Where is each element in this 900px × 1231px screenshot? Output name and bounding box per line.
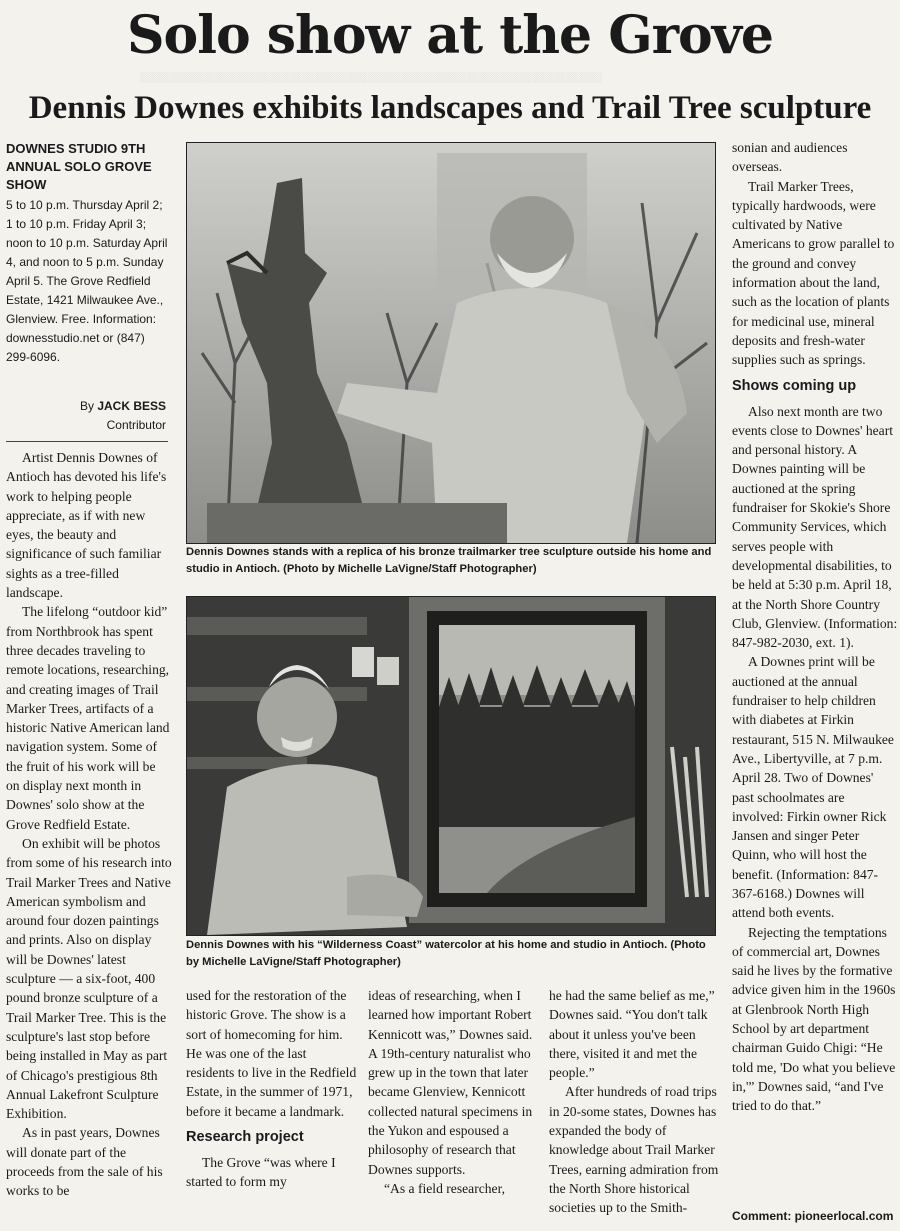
- deck-subheadline: Dennis Downes exhibits landscapes and Trail Tree sculpture: [28, 90, 872, 126]
- photo-sculpture-image: [187, 143, 715, 543]
- right-paragraph-4: A Downes print will be auctioned at the annual fundraiser to help children with diabetes at Firkin restaurant, 515 N. Milwaukee Ave., Libertyville, at 7 p.m. April 28. Two of Downes' past schoolmates are involved: Firkin owner Rick Jansen and singer Peter Quinn, who will host the benefit. (Information: 847-367-6168.) Downes will attend both events.: [732, 654, 894, 921]
- info-box-heading: DOWNES STUDIO 9TH ANNUAL SOLO GROVE SHOW: [6, 141, 152, 192]
- byline-author: JACK BESS: [97, 399, 166, 413]
- comment-link[interactable]: Comment: pioneerlocal.com: [732, 1209, 894, 1223]
- right-paragraph-2: Trail Marker Trees, typically hardwoods, were cultivated by Native Americans to grow parallel to the ground and convey information about the land, such as the location of plants for medicinal use, mineral deposits and fresh-water supplies such as springs.: [732, 178, 895, 368]
- right-paragraph-1: sonian and audiences overseas.: [732, 140, 848, 175]
- column-1-text: [6, 448, 172, 1201]
- right-paragraph-5: Rejecting the temptations of commercial art, Downes said he lives by the formative advice given him in the 1960s at Glenbrook North High School by art department chairman Guido Chigi: “He told me, 'Do what you believe in,'” Downes said, “and I've tried to do that.”: [732, 924, 896, 1114]
- column-4-text: [549, 986, 719, 1228]
- right-column-text: [732, 138, 898, 1204]
- left-column: [6, 138, 172, 1228]
- byline-role: Contributor: [106, 418, 166, 432]
- info-box-body: 5 to 10 p.m. Thursday April 2; 1 to 10 p.m. Friday April 3; noon to 10 p.m. Saturday April 4, and noon to 5 p.m. Sunday April 5. The Grove Redfield Estate, 1421 Milwaukee Ave., Glenview. Free. Information: downesstudio.net or (847) 299-6096.: [6, 198, 168, 364]
- col2-paragraph-1: used for the restoration of the historic Grove. The show is a sort of homecoming for him. He was one of the last residents to live in the Redfield Estate, in the summer of 1971, before it became a landmark.: [186, 988, 357, 1119]
- photo-watercolor: [186, 596, 716, 936]
- right-paragraph-3: Also next month are two events close to Downes' heart and personal history. A Downes painting will be auctioned at the spring fundraiser for Skokie's Shore Community Services, which serves people with developmental disabilities, to be held at 5:30 p.m. April 18, at the North Shore Country Club, Glenview. (Information: 847-982-2030, ext. 1).: [732, 403, 898, 651]
- col3-paragraph-2: “As a field researcher,: [384, 1180, 505, 1196]
- bleed-through-texture: ░░░░░░░░░░░░░░░░░░░░░░░░░░░░░░░░░░░░░░░░░░░░░░░░░░░░░░░░░░░░░░░░░░░░░░: [140, 72, 603, 84]
- col1-paragraph-3: On exhibit will be photos from some of his research into Trail Marker Trees and Native American symbolism and around four dozen paintings and prints. Also on display will be Downes' latest sculpture — a six-foot, 400 pound bronze sculpture of a Trail Marker Tree. This is the sculpture's last stop before being installed in May as part of Chicago's prestigious 8th Annual Lakefront Sculpture Exhibition.: [6, 835, 172, 1122]
- col1-paragraph-4: As in past years, Downes will donate part of the proceeds from the sale of his works to be: [6, 1125, 163, 1199]
- photo-watercolor-caption: Dennis Downes with his “Wilderness Coast” watercolor at his home and studio in Antioch. (Photo by Michelle LaVigne/Staff Photographer): [186, 939, 706, 968]
- col3-paragraph-1: ideas of researching, when I learned how important Robert Kennicott was,” Downes said. A 19th-century naturalist who grew up in the town that later became Glenview, Kennicott collected natural specimens in the Yukon and espoused a philosophy of research that Downes supports.: [368, 988, 533, 1177]
- col4-paragraph-2: After hundreds of road trips in 20-some states, Downes has expanded the body of knowledge about Trail Marker Trees, earning admiration from the North Shore historical societies up to the Smith-: [549, 1084, 719, 1216]
- column-2-text: [186, 986, 358, 1228]
- research-project-subhead: Research project: [186, 1129, 304, 1146]
- byline-by: By: [79, 399, 94, 413]
- photo-sculpture: [186, 142, 716, 544]
- col2-paragraph-2: The Grove “was where I started to form my: [186, 1155, 336, 1190]
- headline: Solo show at the Grove: [126, 5, 774, 66]
- col1-paragraph-2: The lifelong “outdoor kid” from Northbrook has spent three decades traveling to remote locations, researching, and creating images of Trail Marker Trees, artifacts of a historic Native American land navigation system. Some of the fruit of his work will be on display next month in Downes' solo show at the Grove Redfield Estate.: [6, 604, 170, 832]
- photo-sculpture-caption: Dennis Downes stands with a replica of his bronze trailmarker tree sculpture outside his home and studio in Antioch. (Photo by Michelle LaVigne/Staff Photographer): [186, 546, 712, 575]
- col4-paragraph-1: he had the same belief as me,” Downes said. “You don't talk about it unless you've been there, visited it and met the people.”: [549, 988, 715, 1081]
- byline-divider: [6, 441, 168, 442]
- col1-paragraph-1: Artist Dennis Downes of Antioch has devoted his life's work to helping people appreciate, as if with new eyes, the beauty and significance of such familiar sights as a tree-filled landscape.: [6, 450, 167, 601]
- shows-coming-up-subhead: Shows coming up: [732, 377, 857, 394]
- column-3-text: [368, 986, 540, 1228]
- byline: [6, 397, 172, 435]
- photo-watercolor-image: [187, 597, 715, 935]
